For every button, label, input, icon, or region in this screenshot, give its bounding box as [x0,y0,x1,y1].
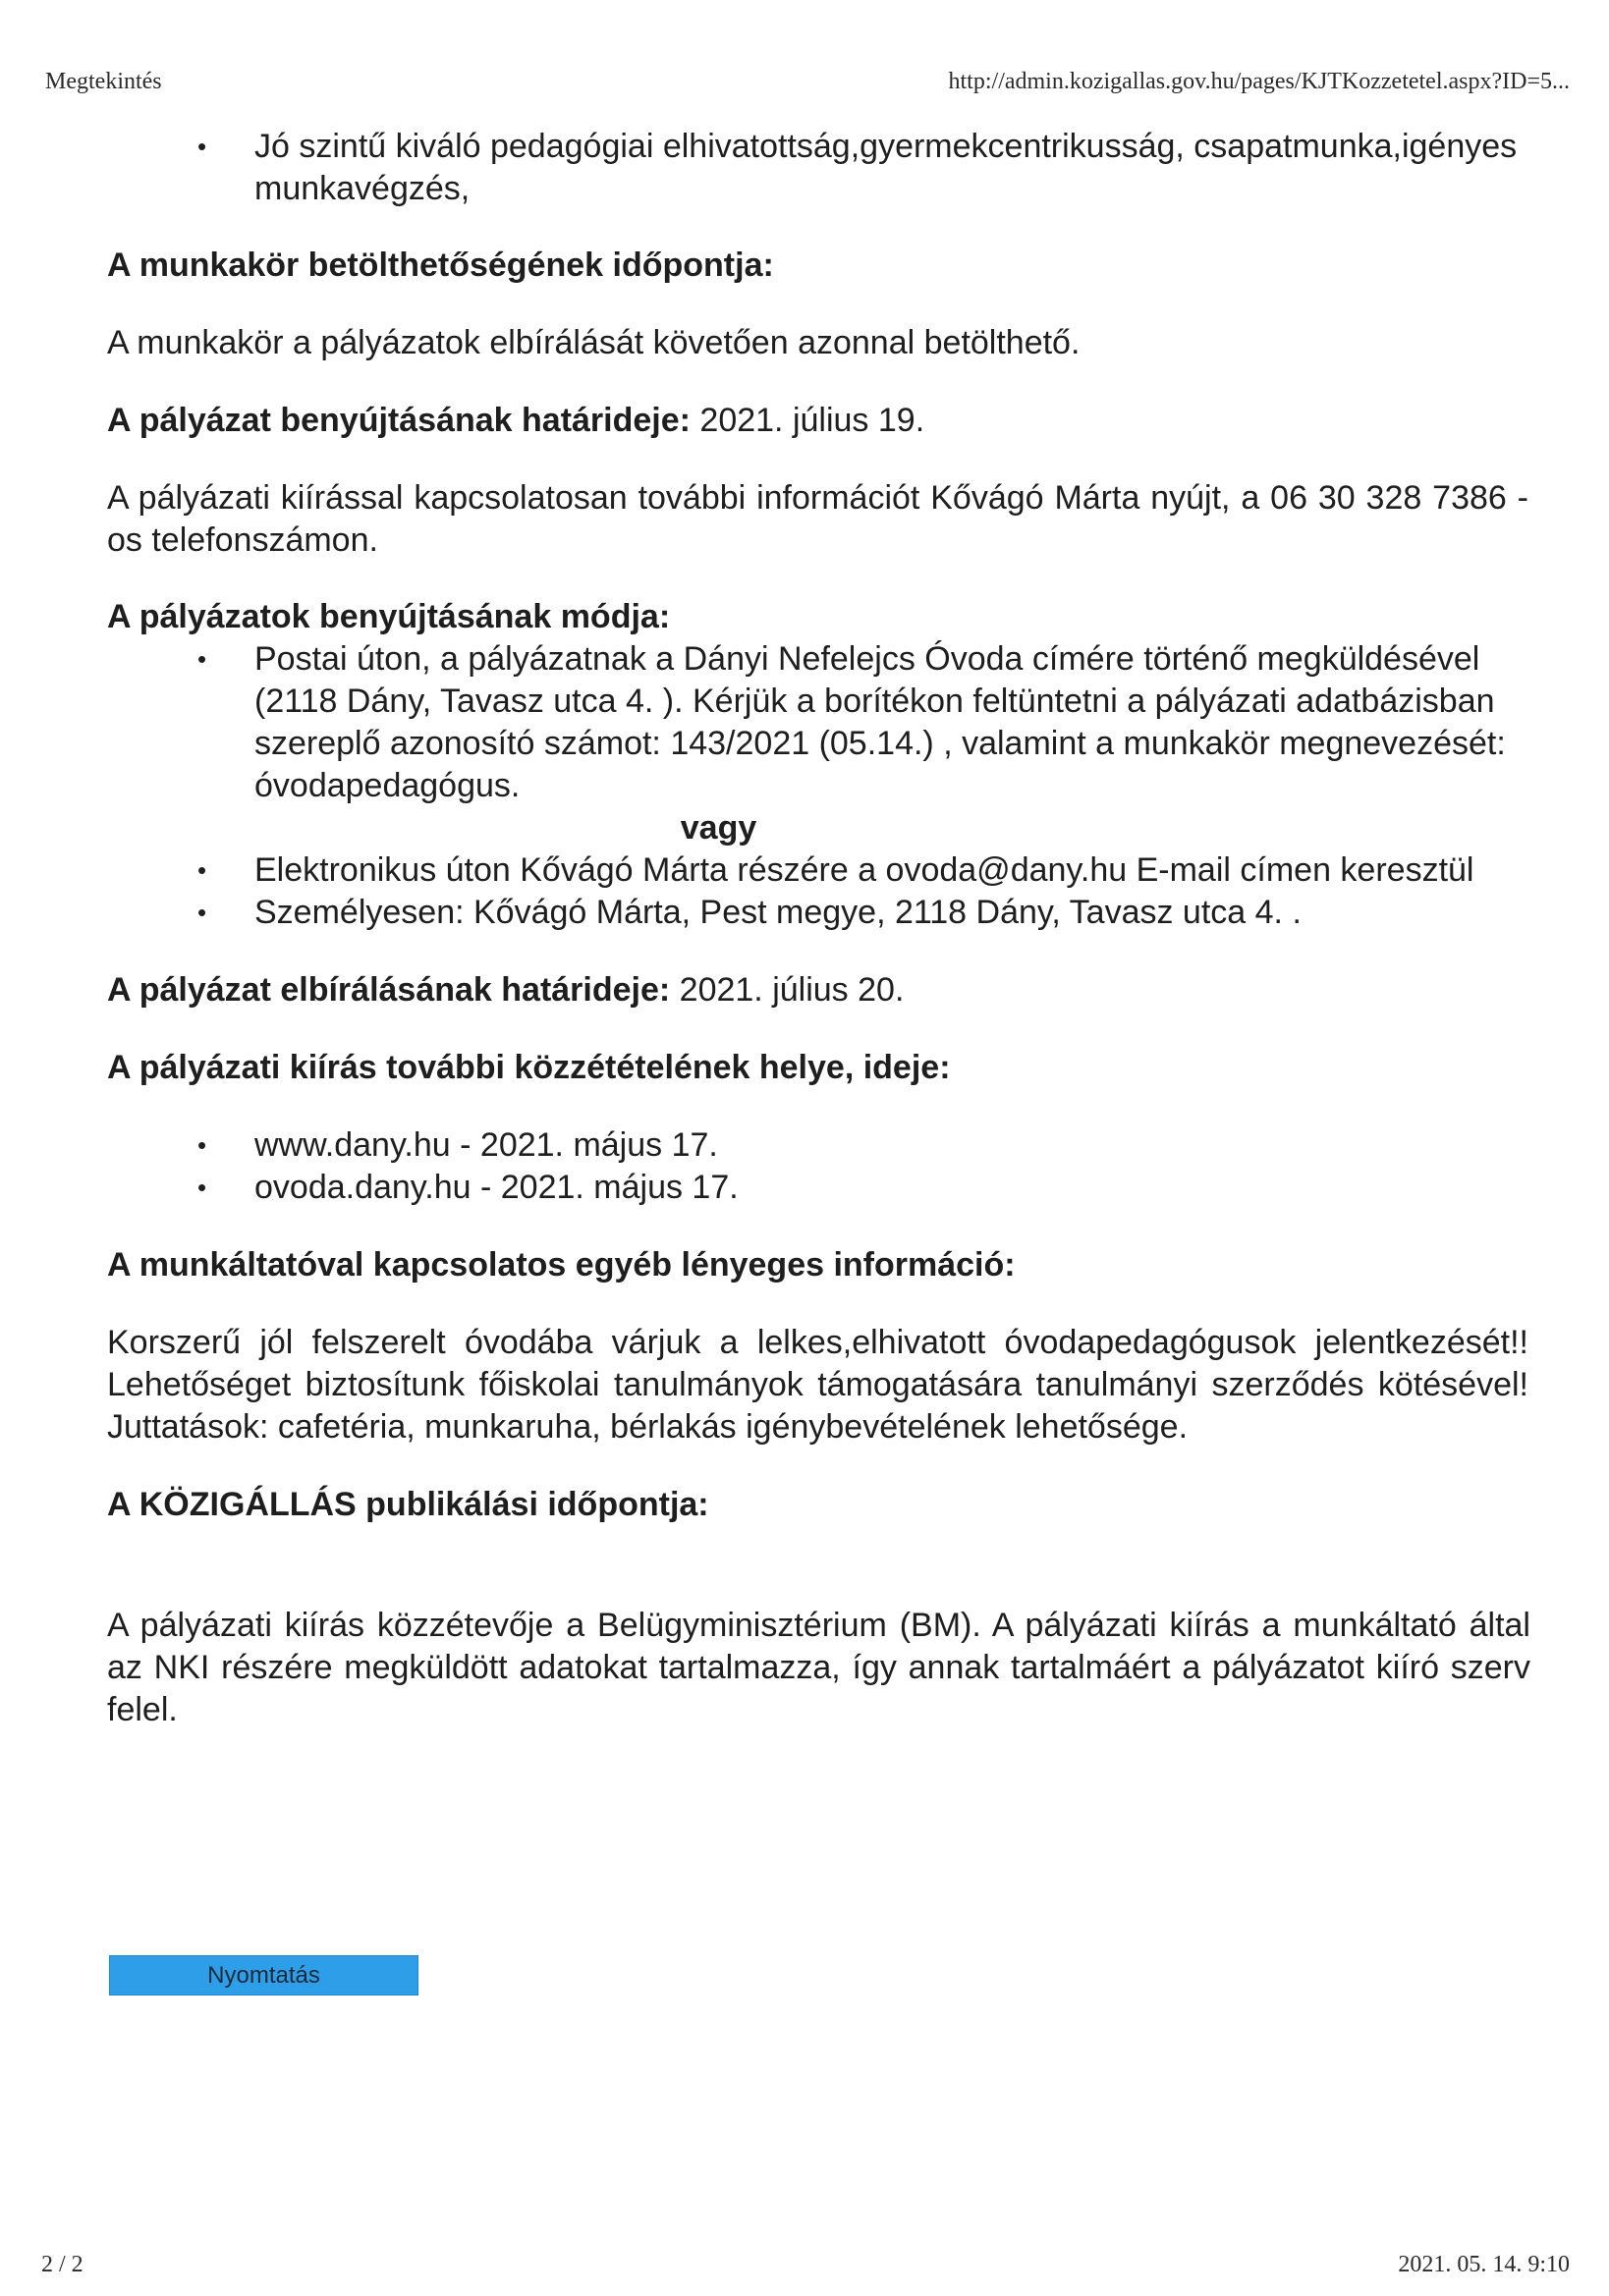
requirements-list [107,126,1536,210]
bullet-icon: • [197,132,207,161]
bullet-icon: • [197,1130,207,1160]
bullet-icon: • [197,898,207,927]
deadline-label: A pályázat benyújtásának határideje: [107,402,691,439]
fill-date-text: A munkakör a pályázatok elbírálását követően azonnal betölthető. [107,324,1081,361]
or-separator: vagy [680,809,757,847]
bullet-icon: • [197,644,207,674]
list-item: • ovoda.dany.hu - 2021. május 17. [107,1167,1536,1209]
document-body [107,126,1536,1731]
print-timestamp: 2021. 05. 14. 9:10 [1398,2252,1570,2277]
evaluation-label: A pályázat elbírálásának határideje: [107,971,671,1009]
print-button[interactable]: Nyomtatás [109,1955,418,1995]
submission-deadline [107,400,1536,442]
header-url: http://admin.kozigallas.gov.hu/pages/KJTKozzetetel.aspx?ID=5... [948,69,1570,94]
evaluation-deadline [107,969,1536,1011]
publication-list [107,1124,1536,1209]
deadline-value: 2021. július 19. [699,402,925,439]
list-item: • Elektronikus úton Kővágó Márta részére a ovoda@dany.hu E-mail címen keresztül [107,849,1536,892]
page-number: 2 / 2 [41,2252,83,2277]
kozigallas-heading: A KÖZIGÁLLÁS publikálási időpontja: [107,1486,709,1523]
list-item: • Postai úton, a pályázatnak a Dányi Nefelejcs Óvoda címére történő megküldésével (2118 Dány, Tavasz utca 4. ). Kérjük a borítékon feltüntetni a pályázati adatbázisban szereplő azonosító számot: 143/2021 (05.14.) , valamint a munkakör megnevezését: óvodapedagógus. [197,640,1506,804]
employer-text: Korszerű jól felszerelt óvodába várjuk a lelkes,elhivatott óvodapedagógusok jelentkezését!! Lehetőséget biztosítunk főiskolai tanulmányok támogatására tanulmányi szerződés kötésével! Juttatások: cafetéria, munkaruha, bérlakás igénybevételének lehetősége. [107,1324,1528,1446]
bullet-icon: • [197,855,207,885]
fill-date-heading: A munkakör betölthetőségének időpontja: [107,246,774,284]
bullet-icon: • [197,1173,207,1202]
submission-method-list-2 [107,849,1536,934]
evaluation-value: 2021. július 20. [679,971,905,1009]
contact-info: A pályázati kiírással kapcsolatosan további információt Kővágó Márta nyújt, a 06 30 328 7386 -os telefonszámon. [107,479,1528,559]
list-item: • Jó szintű kiváló pedagógiai elhivatottság,gyermekcentrikusság, csapatmunka,igényes munkavégzés, [197,128,1518,207]
list-item: • www.dany.hu - 2021. május 17. [107,1124,1536,1167]
publication-heading: A pályázati kiírás további közzétételének helye, ideje: [107,1049,951,1086]
employer-heading: A munkáltatóval kapcsolatos egyéb lényeges információ: [107,1246,1016,1284]
list-item: • Személyesen: Kővágó Márta, Pest megye, 2118 Dány, Tavasz utca 4. . [107,892,1536,934]
header-title: Megtekintés [45,69,162,94]
submission-method-list [107,638,1536,807]
disclaimer-text: A pályázati kiírás közzétevője a Belügyminisztérium (BM). A pályázati kiírás a munkáltató által az NKI részére megküldött adatokat tartalmazza, így annak tartalmáért a pályázatot kiíró szerv felel. [107,1607,1530,1728]
submission-method-heading: A pályázatok benyújtásának módja: [107,598,671,635]
